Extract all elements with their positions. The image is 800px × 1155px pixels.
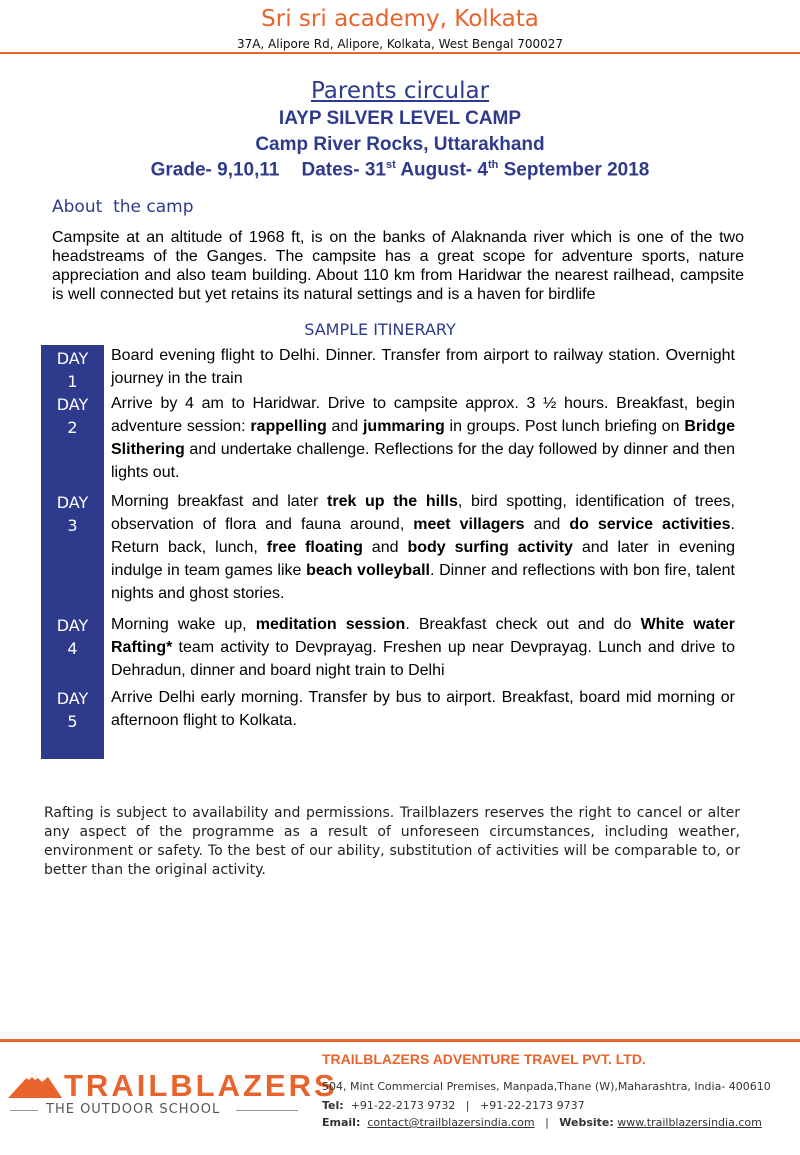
email-link[interactable]: contact@trailblazersindia.com — [367, 1116, 535, 1129]
text-segment: . Dinner and reflections with bon fire, talent nights and ghost stories. — [111, 562, 735, 602]
about-heading: About the camp — [52, 197, 194, 217]
text-segment: . Return back, lunch, — [111, 516, 735, 556]
text-segment: Arrive Delhi early morning. Transfer by bus to airport. Breakfast, board mid morning or afternoon flight to Kolkata. — [111, 689, 735, 729]
text-segment: and — [524, 516, 570, 533]
day-label-1 — [41, 347, 104, 393]
text-segment: team activity to Devprayag. Freshen up near Devprayag. Lunch and drive to Dehradun, dinner and board night train to Delhi — [111, 639, 735, 679]
company-name: TRAILBLAZERS ADVENTURE TRAVEL PVT. LTD. — [322, 1051, 646, 1067]
day-label-5 — [41, 687, 104, 733]
day-number: 2 — [67, 418, 78, 437]
text-segment: . Breakfast check out and do — [405, 616, 641, 633]
text-segment: Morning wake up, — [111, 616, 256, 633]
day-description-1 — [111, 344, 735, 390]
day-description-2 — [111, 392, 735, 484]
itinerary-heading: SAMPLE ITINERARY — [304, 320, 456, 339]
grade-dates — [0, 159, 800, 181]
dates-sup-1: st — [385, 159, 396, 171]
school-name: Sri sri academy, Kolkata — [261, 6, 539, 32]
day-description-4 — [111, 613, 735, 682]
day-description-3 — [111, 490, 735, 605]
day-label-3 — [41, 491, 104, 537]
website-label: Website: — [559, 1116, 614, 1129]
text-segment: and — [362, 539, 408, 556]
logo-rule-right — [236, 1110, 298, 1111]
activity-highlight: do service activities — [569, 516, 731, 533]
dates-suffix: September 2018 — [498, 159, 650, 181]
day-word: DAY — [56, 493, 89, 512]
mountain-icon — [8, 1068, 62, 1098]
day-word: DAY — [56, 616, 89, 635]
camp-location: Camp River Rocks, Uttarakhand — [255, 134, 545, 155]
day-number: 5 — [67, 712, 78, 731]
day-description-5 — [111, 686, 735, 732]
header-divider — [0, 52, 800, 54]
about-text: Campsite at an altitude of 1968 ft, is on the banks of Alaknanda river which is one of the two headstreams of the Ganges. The campsite has a great scope for adventure sports, nature appreciation and also team building. About 110 km from Haridwar the nearest railhead, campsite is well connected but yet retains its natural settings and is a haven for birdlife — [52, 229, 744, 303]
company-contact — [322, 1116, 762, 1129]
activity-highlight: White water Rafting* — [111, 616, 736, 656]
text-segment: Arrive by 4 am to Haridwar. Drive to campsite approx. 3 ½ hours. Breakfast, begin adventure session: — [111, 395, 735, 435]
text-segment: in groups. Post lunch briefing on — [444, 418, 685, 435]
text-segment: and later in evening indulge in team games like — [111, 539, 736, 579]
activity-highlight: trek up the hills — [327, 493, 458, 510]
day-number: 4 — [67, 639, 78, 658]
email-label: Email: — [322, 1116, 361, 1129]
day-word: DAY — [56, 395, 89, 414]
contact-separator: | — [534, 1116, 560, 1129]
text-segment: Board evening flight to Delhi. Dinner. Transfer from airport to railway station. Overnight journey in the train — [111, 347, 735, 387]
logo-rule-left — [10, 1110, 38, 1111]
activity-highlight: Bridge Slithering — [111, 418, 735, 458]
activity-highlight: free floating — [266, 539, 363, 556]
activity-highlight: jummaring — [362, 418, 445, 435]
day-number: 3 — [67, 516, 78, 535]
activity-highlight: meditation session — [255, 616, 406, 633]
circular-title: Parents circular — [310, 78, 490, 104]
activity-highlight: beach volleyball — [306, 562, 430, 579]
dates-prefix: Dates- 31 — [301, 159, 386, 181]
footer-divider — [0, 1039, 800, 1042]
logo-wordmark: TRAILBLAZERS — [64, 1068, 338, 1103]
day-number: 1 — [67, 372, 78, 391]
tel-label: Tel: — [322, 1099, 344, 1112]
text-segment: Morning breakfast and later — [111, 493, 328, 510]
text-segment: , bird spotting, identification of trees, observation of flora and fauna around, — [111, 493, 735, 533]
activity-highlight: body surfing activity — [407, 539, 573, 556]
grade: Grade- 9,10,11 — [150, 159, 280, 181]
company-phone — [322, 1099, 585, 1112]
text-segment: and — [326, 418, 363, 435]
dates-mid: August- 4 — [395, 159, 488, 181]
company-address: 504, Mint Commercial Premises, Manpada,Thane (W),Maharashtra, India- 400610 — [322, 1080, 771, 1093]
disclaimer-text: Rafting is subject to availability and permissions. Trailblazers reserves the right to cancel or alter any aspect of the programme as a result of unforeseen circumstances, including weather, environment or safety. To the best of our ability, substitution of activities will be comparable to, or better than the original activity. — [44, 805, 740, 878]
day-label-2 — [41, 393, 104, 439]
tel-values: +91-22-2173 9732 | +91-22-2173 9737 — [350, 1099, 585, 1112]
day-label-4 — [41, 614, 104, 660]
dates-sup-2: th — [487, 159, 499, 171]
school-address: 37A, Alipore Rd, Alipore, Kolkata, West Bengal 700027 — [236, 37, 564, 51]
day-word: DAY — [56, 349, 89, 368]
camp-name: IAYP SILVER LEVEL CAMP — [278, 108, 522, 129]
day-word: DAY — [56, 689, 89, 708]
website-link[interactable]: www.trailblazersindia.com — [617, 1116, 762, 1129]
activity-highlight: rappelling — [250, 418, 327, 435]
logo-tagline: THE OUTDOOR SCHOOL — [46, 1102, 221, 1117]
activity-highlight: meet villagers — [413, 516, 525, 533]
text-segment: and undertake challenge. Reflections for the day followed by dinner and then lights out. — [111, 441, 735, 481]
